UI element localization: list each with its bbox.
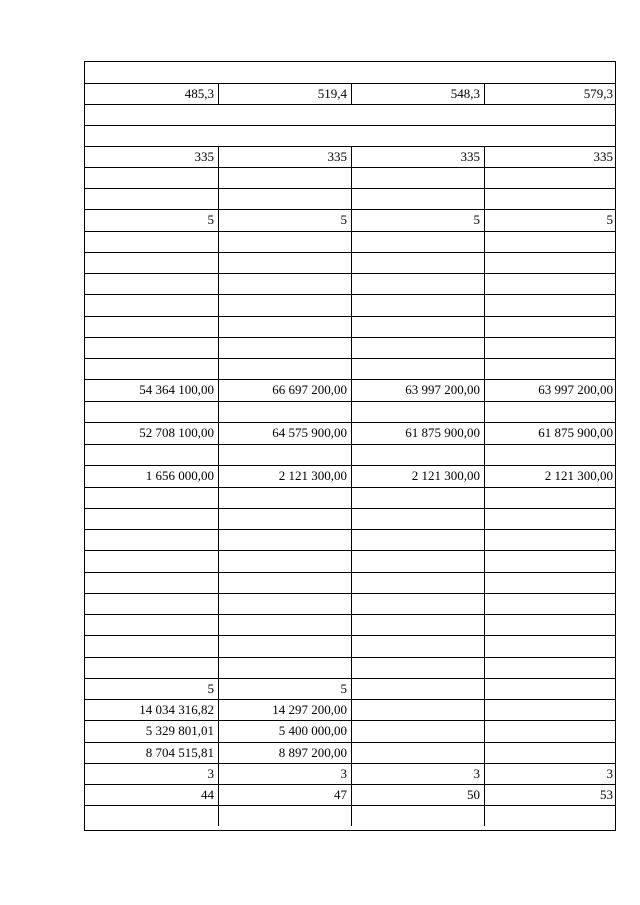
table-cell <box>351 658 484 678</box>
table-cell <box>351 551 484 572</box>
table-row <box>85 62 615 84</box>
table-cell <box>351 573 484 593</box>
table-cell <box>218 594 351 614</box>
table-cell <box>484 551 617 572</box>
table-row <box>85 636 615 658</box>
table-cell <box>85 573 218 593</box>
table-cell <box>218 168 351 188</box>
table-cell <box>484 806 617 826</box>
table-cell <box>351 189 484 209</box>
table-row <box>85 615 615 636</box>
table-cell: 485,3 <box>184 86 214 101</box>
table-cell <box>484 274 617 294</box>
table-cell <box>218 509 351 529</box>
table-cell <box>484 679 617 699</box>
table-cell: 52 708 100,00 <box>139 425 214 440</box>
table-row <box>85 189 615 210</box>
table-cell <box>351 509 484 529</box>
table-row <box>85 380 615 402</box>
table-cell <box>484 338 617 358</box>
table-cell: 63 997 200,00 <box>351 380 484 401</box>
table-cell <box>484 189 617 209</box>
table-cell: 5 <box>484 210 617 231</box>
table-cell <box>85 189 218 209</box>
table-cell <box>85 615 218 635</box>
table-cell <box>351 615 484 635</box>
table-cell <box>218 338 351 358</box>
table-row <box>85 530 615 551</box>
table-cell <box>484 573 617 593</box>
table-cell: 1 656 000,00 <box>145 468 214 483</box>
table-cell <box>85 359 218 379</box>
table-cell <box>484 295 617 316</box>
table-row <box>85 317 615 338</box>
table-cell <box>85 253 218 273</box>
table-cell: 519,4 <box>218 84 351 104</box>
table-cell <box>218 402 351 422</box>
table-cell: 335 <box>484 147 617 167</box>
table-row <box>85 806 615 826</box>
table-cell <box>484 317 617 337</box>
table-cell: 14 297 200,00 <box>218 700 351 720</box>
table-cell: 335 <box>218 147 351 167</box>
table-cell <box>85 658 218 678</box>
table-cell <box>351 168 484 188</box>
table-cell <box>351 402 484 422</box>
table-row <box>85 594 615 615</box>
table-cell <box>85 445 218 465</box>
table-row <box>85 445 615 466</box>
table-cell: 5 329 801,01 <box>145 723 214 738</box>
table-row <box>85 105 615 126</box>
table-cell: 579,3 <box>484 84 617 104</box>
table-cell: 5 <box>351 210 484 231</box>
table-cell: 61 875 900,00 <box>351 423 484 444</box>
table-cell <box>351 530 484 550</box>
table-row <box>85 147 615 168</box>
table-row <box>85 551 615 573</box>
table-row <box>85 274 615 295</box>
table-cell: 5 <box>207 212 214 227</box>
table-cell <box>85 806 218 826</box>
table-cell <box>484 530 617 550</box>
table-cell <box>484 402 617 422</box>
table-cell <box>85 274 218 294</box>
table-cell <box>218 615 351 635</box>
table-cell <box>484 168 617 188</box>
table-cell <box>85 594 218 614</box>
table-cell: 53 <box>484 785 617 805</box>
table-row <box>85 785 615 806</box>
table-cell <box>351 232 484 252</box>
table-cell <box>484 359 617 379</box>
table-cell: 335 <box>194 149 214 164</box>
table-cell <box>218 806 351 826</box>
table-cell: 61 875 900,00 <box>484 423 617 444</box>
table-cell <box>484 721 617 742</box>
table-cell: 5 <box>218 210 351 231</box>
table-row <box>85 168 615 189</box>
table-cell <box>85 232 218 252</box>
table-cell <box>351 359 484 379</box>
table-cell <box>484 594 617 614</box>
table-cell <box>351 700 484 720</box>
table-cell <box>218 573 351 593</box>
table-row <box>85 338 615 359</box>
table-cell <box>484 658 617 678</box>
table-cell <box>85 402 218 422</box>
table-cell <box>218 658 351 678</box>
table-row <box>85 679 615 700</box>
table-row <box>85 359 615 380</box>
table-cell: 3 <box>218 764 351 784</box>
table-cell: 44 <box>201 787 214 802</box>
table-cell <box>484 488 617 508</box>
table-cell <box>351 721 484 742</box>
table-cell: 64 575 900,00 <box>218 423 351 444</box>
table-cell: 3 <box>484 764 617 784</box>
table-row <box>85 423 615 445</box>
table-cell: 8 897 200,00 <box>218 743 351 763</box>
table-cell: 14 034 316,82 <box>139 702 214 717</box>
table-cell <box>484 636 617 657</box>
table-cell <box>85 338 218 358</box>
table-cell <box>218 551 351 572</box>
table-cell: 50 <box>351 785 484 805</box>
table-cell <box>218 295 351 316</box>
table-row <box>85 295 615 317</box>
table-cell <box>351 445 484 465</box>
table-cell <box>351 253 484 273</box>
table-cell <box>85 530 218 550</box>
table-cell <box>351 317 484 337</box>
data-table <box>84 61 616 831</box>
table-cell <box>218 317 351 337</box>
table-cell <box>351 806 484 826</box>
table-cell: 3 <box>351 764 484 784</box>
table-row <box>85 210 615 232</box>
table-cell <box>484 253 617 273</box>
table-cell <box>218 189 351 209</box>
table-cell <box>484 700 617 720</box>
table-cell <box>218 636 351 657</box>
table-row <box>85 253 615 274</box>
table-cell <box>351 295 484 316</box>
table-cell <box>484 743 617 763</box>
table-cell: 54 364 100,00 <box>139 382 214 397</box>
table-cell <box>351 743 484 763</box>
table-row <box>85 743 615 764</box>
table-row <box>85 573 615 594</box>
table-cell <box>218 530 351 550</box>
table-cell: 47 <box>218 785 351 805</box>
table-row <box>85 488 615 509</box>
table-cell <box>85 636 218 657</box>
table-cell <box>484 232 617 252</box>
table-row <box>85 402 615 423</box>
table-row <box>85 509 615 530</box>
table-cell: 5 <box>218 679 351 699</box>
table-cell <box>484 445 617 465</box>
table-cell: 335 <box>351 147 484 167</box>
table-row <box>85 721 615 743</box>
table-cell <box>218 274 351 294</box>
table-cell <box>484 615 617 635</box>
table-row <box>85 466 615 488</box>
table-cell <box>351 488 484 508</box>
table-cell <box>484 509 617 529</box>
table-cell: 66 697 200,00 <box>218 380 351 401</box>
table-cell <box>85 551 218 572</box>
table-row <box>85 658 615 679</box>
table-cell <box>218 253 351 273</box>
table-row <box>85 126 615 147</box>
table-cell <box>351 338 484 358</box>
table-cell <box>218 488 351 508</box>
table-cell <box>218 445 351 465</box>
table-cell: 2 121 300,00 <box>218 466 351 487</box>
table-row <box>85 232 615 253</box>
table-row <box>85 764 615 785</box>
table-cell: 8 704 515,81 <box>145 745 214 760</box>
table-row <box>85 84 615 105</box>
table-cell: 2 121 300,00 <box>351 466 484 487</box>
table-cell: 5 <box>207 681 214 696</box>
table-cell: 5 400 000,00 <box>218 721 351 742</box>
table-cell: 63 997 200,00 <box>484 380 617 401</box>
table-cell <box>85 168 218 188</box>
table-cell <box>85 488 218 508</box>
table-cell <box>85 509 218 529</box>
table-row <box>85 700 615 721</box>
table-cell: 2 121 300,00 <box>484 466 617 487</box>
table-cell <box>351 274 484 294</box>
table-cell <box>85 317 218 337</box>
table-cell <box>351 679 484 699</box>
table-cell: 3 <box>207 766 214 781</box>
table-cell: 548,3 <box>351 84 484 104</box>
table-cell <box>218 232 351 252</box>
table-cell <box>218 359 351 379</box>
table-cell <box>351 636 484 657</box>
table-cell <box>351 594 484 614</box>
table-cell <box>85 295 218 316</box>
